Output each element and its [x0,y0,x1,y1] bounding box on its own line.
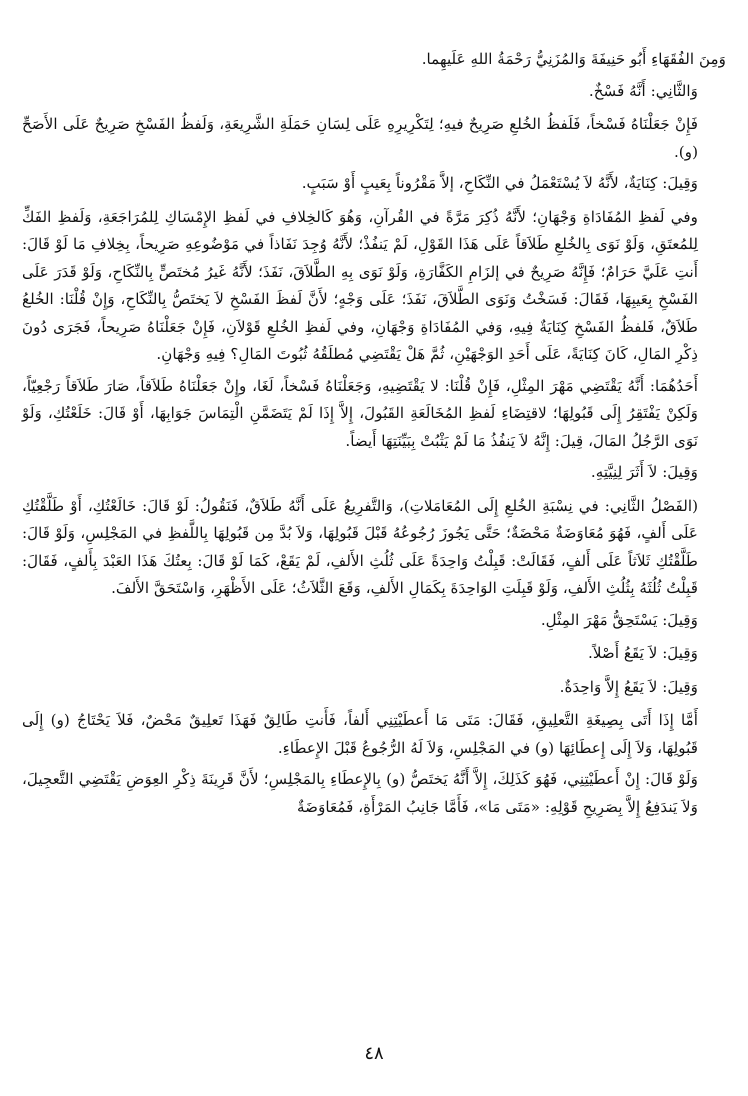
section-heading-paragraph: (الفَصْلُ الثَّانِي: في نِسْبَةِ الخُلعِ إِلَى المُعَامَلاتِ)، وَالتَّفرِيعُ عَلَى أَنَّهُ طَلاَقٌ، فَنَقُولُ: لَوْ قَالَ: خَالَعْتُكِ، أَوْ طَلَّقْتُكِ عَلَى أَلفٍ، فَهُوَ مُعَاوَضَةٌ مَحْضَةٌ؛ حَتَّى يَجُوزَ رُجُوعُهُ قَبْلَ قَبُولِهَا، وَلاَ بُدَّ مِن قَبُولِهَا بِاللَّفظِ في المَجْلِسِ، وَلَوْ قَالَ: طَلَّقْتُكِ ثَلاَثاً عَلَى أَلفٍ، فَقَالَتْ: قَبِلْتُ وَاحِدَةً عَلَى ثُلُثِ الأَلفِ، لَمْ يَقَعْ، كَمَا لَوْ قَالَ: بِعتُكَ هَذَا العَبْدَ بِأَلفٍ، فَقَالَ: قَبِلْتُ ثُلُثَهُ بِثُلُثِ الأَلفِ، وَلَوْ قَبِلَتِ الوَاحِدَةَ بِكَمَالِ الأَلفِ، وَقَعَ الثَّلاَثُ؛ عَلَى الأَظْهَرِ، وَاسْتَحَقَّ الأَلفَ. [22,496,698,597]
paragraph-7: وَقِيلَ: لاَ أَثَرَ لِنِيَّتِهِ. [590,463,698,481]
paragraph-10: وَقِيلَ: لاَ يَقَعُ أَصْلاً. [588,644,698,662]
paragraph-2: وَالثَّانِي: أَنَّهُ فَسْخٌ. [588,81,698,100]
paragraph-12: أَمَّا إِذَا أَتَى بِصِيغَةِ التَّعلِيقِ، فَقَالَ: مَتَى مَا أَعطَيْتِنِي أَلفاً، فَأَنتِ طَالِقٌ فَهَذَا تَعلِيقٌ مَحْضٌ، فَلاَ يَحْتَاجُ (و) إِلَى قَبُولِهَا، وَلاَ إِلَى إِعطَائِهَا (و) في المَجْلِسِ، وَلاَ لَهُ الرُّجُوعُ قَبْلَ الإِعطَاءِ. [22,711,698,757]
paragraph-1: وَمِنَ الفُقَهَاءِ أَبُو حَنِيفَةَ وَالمُزَنِيُّ رَحْمَةُ اللهِ عَلَيهِما. [421,50,726,68]
paragraph-4: وَقِيلَ: كِنَايَةٌ، لأَنَّهُ لاَ يُسْتَعْمَلُ في النِّكَاحِ، إلاَّ مَقْرُوناً بِعَيبٍ أَوْ سَبَبٍ. [301,174,698,192]
page-body [22,46,726,821]
paragraph-9: وَقِيلَ: يَسْتَحِقُّ مَهْرَ المِثْلِ. [540,610,698,629]
paragraph-6: أَحَدُهُمَا: أَنَّهُ يَقْتَضِي مَهْرَ المِثْلِ، فَإِنْ قُلْنَا: لا يَقْتَضِيهِ، وَجَعَلْنَاهُ فَسْخاً، لَغَا، وإِنْ جَعَلْنَاهُ طَلاَقاً، صَارَ طَلاَقاً رَجْعِيّاً، وَلَكِنْ يَفْتَقِرُ إِلَى قَبُولِهَا؛ لاقتِضَاءِ لَفظِ المُخَالَعَةِ القَبُولَ، إِلاَّ إِذَا لَمْ يَتَضَمَّنِ الْتِمَاسَ جَوَابِهَا، أَوْ قَالَ: خَلَعْتُكِ، وَلَوْ نَوَى الرَّجُلُ المَالَ، قِيلَ: إِنَّهُ لاَ يَنفُذُ مَا لَمْ يَثْبُتْ بِبَيِّنَتِهَا أَيضاً. [22,376,698,450]
paragraph-11: وَقِيلَ: لاَ يَقَعُ إِلاَّ وَاحِدَةٌ. [559,677,698,696]
paragraph-3: فَإِنْ جَعَلْنَاهُ فَسْخاً، فَلَفظُ الخُلعِ صَرِيحٌ فيهِ؛ لِتَكْرِيرِهِ عَلَى لِسَانِ حَمَلَةِ الشَّرِيعَةِ، وَلَفظُ الفَسْخِ صَرِيحٌ عَلَى الأَصَحِّ (و). [22,115,698,161]
page-number: ٤٨ [364,1043,384,1064]
paragraph-13: وَلَوْ قَالَ: إِنْ أَعطَيْتِنِي، فَهُوَ كَذَلِكَ، إِلاَّ أَنَّهُ يَختَصُّ (و) بِالإِعطَاءِ بِالمَجْلِسِ؛ لأَنَّ قَرِينَةَ ذِكْرِ العِوَضِ يَقْتَضِي التَّعجِيلَ، وَلاَ يَندَفِعُ إِلاَّ بِصَرِيحِ قَوْلِهِ: «مَتَى مَا»، فَأَمَّا جَانِبُ المَرْأَةِ، فَمُعَاوَضَةٌ [22,770,698,816]
paragraph-5: وفي لَفظِ المُفَادَاةِ وَجْهَانِ؛ لأَنَّهُ ذُكِرَ مَرَّةً في القُرآنِ، وَهُوَ كَالخِلافِ في لَفظِ الإِمْسَاكِ لِلمُرَاجَعَةِ، وَلَفظِ الفَكِّ لِلمُعتَقِ، وَلَوْ نَوَى بِالخُلعِ طَلاَقاً عَلَى هَذَا القَوْلِ، لَمْ يَنفُذْ؛ لأَنَّهُ وُجِدَ نَفَاذاً في مَوْضُوعِهِ صَرِيحاً، بِخِلافِ مَا لَوْ قَالَ: أَنتِ عَلَيَّ حَرَامٌ؛ فَإِنَّهُ صَرِيحٌ في إلزَامِ الكَفَّارَةِ، وَلَوْ نَوَى بِهِ الطَّلاَقَ، نَفَذَ؛ لأَنَّهُ غَيرُ مُختَصٍّ بِالنِّكَاحِ، وَلَوْ قَدَرَ عَلَى الفَسْخِ بِعَيبِهَا، فَقَالَ: فَسَخْتُ وَنَوَى الطَّلاَقَ، نَفَذَ؛ عَلَى وَجْهٍ؛ لأَنَّ لَفظَ الفَسْخِ لاَ يَختَصُّ بِالنِّكَاحِ، وَإِنْ قُلْنَا: الخُلعُ طَلاَقٌ، فَلفظُ الفَسْخِ كِنَايَةٌ فِيهِ، وَفي المُفَادَاةِ وَجْهَانِ، وفي لَفظِ الخُلعِ قَوْلاَنِ، فَإِنْ جَعَلْنَاهُ صَرِيحاً، فَجَرَى دُونَ ذِكْرِ المَالِ، كَانَ كِنَايَةً، عَلَى أَحَدِ الوَجْهَيْنِ، ثُمَّ هَلْ يَقْتَضِي مُطلَقُهُ ثُبُوتَ المَالِ؟ فِيهِ وَجْهَانِ. [22,207,698,363]
